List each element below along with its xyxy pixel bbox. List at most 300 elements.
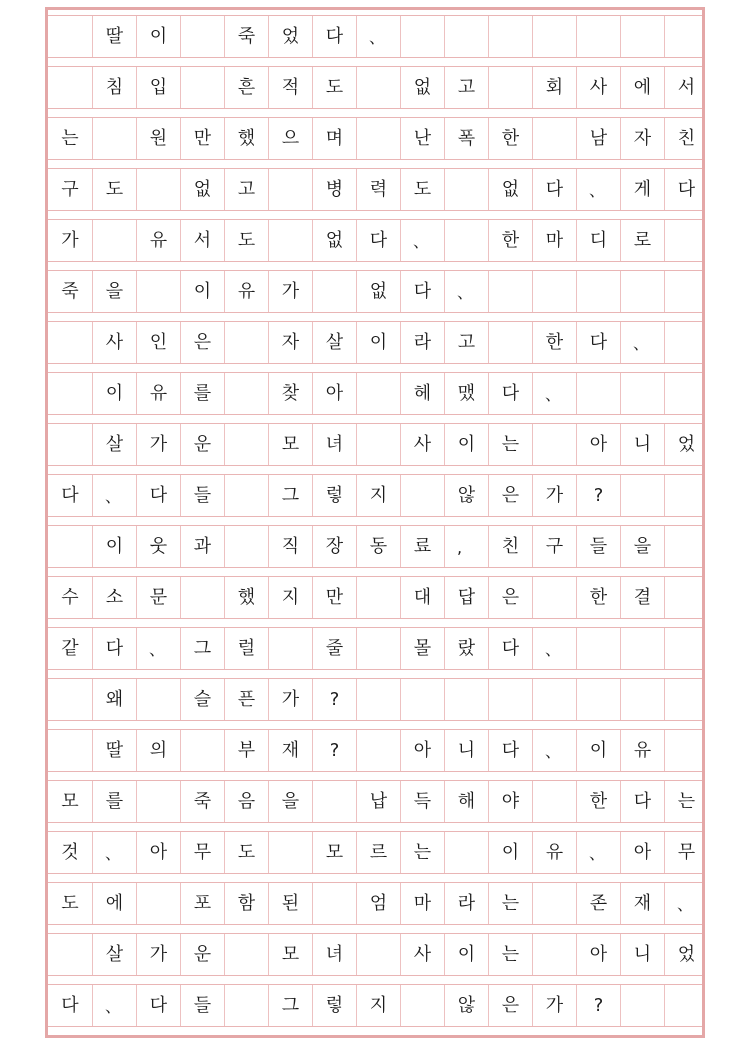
grid-cell bbox=[620, 985, 664, 1026]
grid-cell bbox=[92, 118, 136, 159]
manuscript-row bbox=[48, 66, 702, 109]
grid-cell bbox=[136, 679, 180, 720]
grid-cell: 유 bbox=[136, 373, 180, 414]
manuscript-row bbox=[48, 423, 702, 466]
grid-cell: 않 bbox=[444, 475, 488, 516]
grid-cell: 같 bbox=[61, 637, 79, 659]
grid-cell: 를 bbox=[180, 373, 224, 414]
grid-cell: 다 bbox=[620, 781, 664, 822]
grid-cell: 、 bbox=[620, 322, 664, 363]
grid-cell: 대 bbox=[400, 577, 444, 618]
grid-cell: 그 bbox=[180, 628, 224, 669]
grid-cell: 는 bbox=[488, 934, 532, 975]
grid-cell: 모 bbox=[268, 424, 312, 465]
grid-cell bbox=[48, 16, 92, 57]
grid-cell bbox=[268, 220, 312, 261]
grid-cell: 고 bbox=[224, 169, 268, 210]
grid-cell bbox=[268, 169, 312, 210]
grid-cell: 은 bbox=[488, 577, 532, 618]
grid-cell bbox=[532, 883, 576, 924]
manuscript-row bbox=[48, 882, 702, 925]
manuscript-row bbox=[48, 627, 702, 670]
grid-cell: 는 bbox=[488, 883, 532, 924]
grid-cell: 왜 bbox=[92, 679, 136, 720]
grid-cell: 서 bbox=[180, 220, 224, 261]
grid-cell: 、 bbox=[576, 832, 620, 873]
grid-cell: 살 bbox=[92, 934, 136, 975]
grid-cell: 력 bbox=[356, 169, 400, 210]
grid-cell bbox=[136, 883, 180, 924]
grid-cell bbox=[664, 679, 708, 720]
grid-cell: 을 bbox=[92, 271, 136, 312]
grid-cell: 야 bbox=[488, 781, 532, 822]
grid-cell: 부 bbox=[224, 730, 268, 771]
grid-cell: 로 bbox=[620, 220, 664, 261]
grid-cell: 만 bbox=[312, 577, 356, 618]
grid-cell: 도 bbox=[400, 169, 444, 210]
grid-cell: ? bbox=[576, 985, 620, 1026]
grid-cell bbox=[664, 628, 708, 669]
grid-cell: 니 bbox=[444, 730, 488, 771]
grid-cell: 장 bbox=[312, 526, 356, 567]
manuscript-paper bbox=[45, 7, 705, 1038]
grid-cell: 된 bbox=[268, 883, 312, 924]
grid-cell: 지 bbox=[356, 985, 400, 1026]
grid-cell bbox=[356, 730, 400, 771]
manuscript-row bbox=[48, 474, 702, 517]
grid-cell bbox=[576, 271, 620, 312]
grid-cell: 없 bbox=[356, 271, 400, 312]
grid-cell: 함 bbox=[224, 883, 268, 924]
grid-cell: 한 bbox=[576, 781, 620, 822]
grid-cell bbox=[444, 169, 488, 210]
grid-cell: 마 bbox=[532, 220, 576, 261]
grid-cell: 그 bbox=[268, 985, 312, 1026]
grid-cell bbox=[224, 373, 268, 414]
manuscript-row bbox=[48, 270, 702, 313]
grid-cell: 사 bbox=[576, 67, 620, 108]
grid-cell: ? bbox=[312, 730, 356, 771]
grid-cell: 죽 bbox=[224, 16, 268, 57]
grid-cell: 웃 bbox=[136, 526, 180, 567]
grid-cell: 직 bbox=[268, 526, 312, 567]
grid-cell: 가 bbox=[136, 934, 180, 975]
grid-cell: 원 bbox=[136, 118, 180, 159]
grid-cell bbox=[488, 271, 532, 312]
grid-cell: 유 bbox=[224, 271, 268, 312]
grid-cell bbox=[92, 220, 136, 261]
grid-cell: 랐 bbox=[444, 628, 488, 669]
grid-cell: 가 bbox=[61, 229, 79, 251]
grid-cell: 녀 bbox=[312, 424, 356, 465]
grid-cell bbox=[620, 475, 664, 516]
grid-cell: 는 bbox=[664, 781, 708, 822]
grid-cell bbox=[400, 679, 444, 720]
grid-cell: 결 bbox=[620, 577, 664, 618]
grid-cell bbox=[620, 679, 664, 720]
grid-cell: 아 bbox=[620, 832, 664, 873]
grid-cell: 다 bbox=[532, 169, 576, 210]
grid-cell: 다 bbox=[312, 16, 356, 57]
grid-cell: 、 bbox=[576, 169, 620, 210]
grid-cell: 다 bbox=[61, 484, 79, 506]
grid-cell: 찾 bbox=[268, 373, 312, 414]
grid-cell: 료 bbox=[400, 526, 444, 567]
grid-cell: 의 bbox=[136, 730, 180, 771]
grid-cell bbox=[664, 220, 708, 261]
grid-cell: ? bbox=[312, 679, 356, 720]
grid-cell: 、 bbox=[444, 271, 488, 312]
grid-cell: 도 bbox=[92, 169, 136, 210]
grid-cell: 이 bbox=[444, 424, 488, 465]
grid-cell bbox=[488, 67, 532, 108]
grid-cell: 었 bbox=[664, 424, 708, 465]
grid-cell: 딸 bbox=[92, 16, 136, 57]
grid-cell: 포 bbox=[180, 883, 224, 924]
grid-cell bbox=[312, 271, 356, 312]
grid-cell bbox=[664, 985, 708, 1026]
grid-cell bbox=[48, 526, 92, 567]
grid-cell bbox=[620, 628, 664, 669]
grid-cell: 했 bbox=[224, 577, 268, 618]
grid-cell bbox=[180, 577, 224, 618]
grid-cell: 렇 bbox=[312, 475, 356, 516]
grid-cell bbox=[532, 16, 576, 57]
grid-cell bbox=[532, 577, 576, 618]
grid-cell: 아 bbox=[312, 373, 356, 414]
grid-cell: 무 bbox=[180, 832, 224, 873]
grid-cell: 한 bbox=[488, 118, 532, 159]
grid-cell: 녀 bbox=[312, 934, 356, 975]
grid-cell: 니 bbox=[620, 934, 664, 975]
grid-cell: 다 bbox=[488, 730, 532, 771]
grid-cell bbox=[664, 577, 708, 618]
grid-cell: 을 bbox=[268, 781, 312, 822]
grid-cell: 폭 bbox=[444, 118, 488, 159]
grid-cell bbox=[488, 322, 532, 363]
grid-cell: 、 bbox=[92, 985, 136, 1026]
grid-cell: 유 bbox=[136, 220, 180, 261]
grid-cell: 아 bbox=[576, 424, 620, 465]
grid-cell: 사 bbox=[400, 934, 444, 975]
grid-cell: 난 bbox=[400, 118, 444, 159]
grid-cell: 르 bbox=[356, 832, 400, 873]
grid-cell: 、 bbox=[92, 832, 136, 873]
grid-cell bbox=[48, 934, 92, 975]
grid-cell: 、 bbox=[400, 220, 444, 261]
grid-cell bbox=[532, 934, 576, 975]
grid-cell: 다 bbox=[576, 322, 620, 363]
grid-cell: 다 bbox=[61, 994, 79, 1016]
grid-cell: 없 bbox=[488, 169, 532, 210]
grid-cell: 이 bbox=[92, 526, 136, 567]
grid-cell: 은 bbox=[488, 475, 532, 516]
manuscript-row bbox=[48, 525, 702, 568]
manuscript-row bbox=[48, 168, 702, 211]
grid-cell: , bbox=[444, 526, 488, 567]
grid-cell: 에 bbox=[620, 67, 664, 108]
grid-cell: 답 bbox=[444, 577, 488, 618]
grid-cell: 는 bbox=[61, 127, 79, 149]
grid-cell bbox=[444, 16, 488, 57]
grid-cell bbox=[48, 67, 92, 108]
manuscript-row bbox=[48, 15, 702, 58]
grid-cell bbox=[224, 985, 268, 1026]
grid-cell: 며 bbox=[312, 118, 356, 159]
grid-cell: 존 bbox=[576, 883, 620, 924]
grid-cell: 엄 bbox=[356, 883, 400, 924]
grid-cell bbox=[576, 628, 620, 669]
grid-cell bbox=[576, 679, 620, 720]
grid-cell bbox=[444, 832, 488, 873]
grid-cell bbox=[664, 271, 708, 312]
grid-cell: 、 bbox=[136, 628, 180, 669]
grid-cell bbox=[576, 16, 620, 57]
grid-cell bbox=[620, 271, 664, 312]
grid-cell: 소 bbox=[92, 577, 136, 618]
grid-cell bbox=[180, 730, 224, 771]
grid-cell bbox=[400, 475, 444, 516]
grid-cell: 인 bbox=[136, 322, 180, 363]
grid-cell bbox=[136, 781, 180, 822]
grid-cell: 모 bbox=[268, 934, 312, 975]
grid-cell bbox=[48, 322, 92, 363]
grid-cell bbox=[312, 781, 356, 822]
grid-cell: 에 bbox=[92, 883, 136, 924]
manuscript-row bbox=[48, 219, 702, 262]
grid-cell: 입 bbox=[136, 67, 180, 108]
grid-cell: 다 bbox=[664, 169, 708, 210]
grid-cell: 죽 bbox=[180, 781, 224, 822]
grid-cell bbox=[356, 118, 400, 159]
grid-cell: 、 bbox=[532, 628, 576, 669]
grid-cell: 는 bbox=[400, 832, 444, 873]
grid-cell: 남 bbox=[576, 118, 620, 159]
grid-cell bbox=[664, 730, 708, 771]
grid-cell: 사 bbox=[400, 424, 444, 465]
grid-cell: 다 bbox=[488, 373, 532, 414]
grid-cell: 해 bbox=[444, 781, 488, 822]
grid-cell bbox=[268, 832, 312, 873]
grid-cell: 살 bbox=[92, 424, 136, 465]
grid-cell bbox=[224, 934, 268, 975]
grid-cell: 다 bbox=[136, 475, 180, 516]
grid-cell bbox=[488, 679, 532, 720]
grid-cell: 이 bbox=[136, 16, 180, 57]
grid-cell: 들 bbox=[180, 475, 224, 516]
grid-cell: 것 bbox=[61, 841, 79, 863]
grid-cell: 수 bbox=[61, 586, 79, 608]
grid-cell: 라 bbox=[400, 322, 444, 363]
grid-cell: 유 bbox=[620, 730, 664, 771]
grid-cell: 음 bbox=[224, 781, 268, 822]
manuscript-row bbox=[48, 321, 702, 364]
grid-cell bbox=[400, 985, 444, 1026]
grid-cell: 운 bbox=[180, 424, 224, 465]
grid-cell bbox=[532, 424, 576, 465]
grid-cell bbox=[356, 424, 400, 465]
grid-cell: 맸 bbox=[444, 373, 488, 414]
grid-cell bbox=[48, 730, 92, 771]
grid-cell: 침 bbox=[92, 67, 136, 108]
grid-cell: 、 bbox=[532, 373, 576, 414]
grid-cell bbox=[400, 16, 444, 57]
grid-cell: 이 bbox=[92, 373, 136, 414]
grid-cell bbox=[532, 271, 576, 312]
grid-cell: 은 bbox=[488, 985, 532, 1026]
grid-cell: 가 bbox=[532, 985, 576, 1026]
grid-cell: 적 bbox=[268, 67, 312, 108]
grid-cell: 을 bbox=[620, 526, 664, 567]
grid-cell: 은 bbox=[180, 322, 224, 363]
grid-cell: 납 bbox=[356, 781, 400, 822]
grid-cell: 회 bbox=[532, 67, 576, 108]
grid-cell bbox=[488, 16, 532, 57]
grid-cell: 가 bbox=[268, 271, 312, 312]
grid-cell bbox=[664, 322, 708, 363]
grid-cell bbox=[664, 526, 708, 567]
grid-cell: 운 bbox=[180, 934, 224, 975]
manuscript-row bbox=[48, 372, 702, 415]
grid-cell: 만 bbox=[180, 118, 224, 159]
grid-cell: 않 bbox=[444, 985, 488, 1026]
grid-cell bbox=[224, 475, 268, 516]
manuscript-row bbox=[48, 678, 702, 721]
grid-cell: 없 bbox=[400, 67, 444, 108]
grid-cell bbox=[312, 883, 356, 924]
grid-cell: 었 bbox=[664, 934, 708, 975]
grid-cell bbox=[620, 16, 664, 57]
manuscript-row bbox=[48, 117, 702, 160]
grid-cell: 자 bbox=[268, 322, 312, 363]
manuscript-row bbox=[48, 576, 702, 619]
grid-cell: 도 bbox=[312, 67, 356, 108]
grid-cell bbox=[664, 16, 708, 57]
grid-cell: 、 bbox=[92, 475, 136, 516]
grid-cell: 살 bbox=[312, 322, 356, 363]
grid-cell bbox=[532, 118, 576, 159]
grid-cell: 했 bbox=[224, 118, 268, 159]
grid-cell bbox=[224, 322, 268, 363]
grid-cell: 라 bbox=[444, 883, 488, 924]
grid-cell: 이 bbox=[444, 934, 488, 975]
grid-cell: 서 bbox=[664, 67, 708, 108]
grid-cell: 무 bbox=[664, 832, 708, 873]
grid-cell: 이 bbox=[356, 322, 400, 363]
grid-cell: 、 bbox=[532, 730, 576, 771]
grid-cell: 를 bbox=[92, 781, 136, 822]
grid-cell bbox=[532, 679, 576, 720]
grid-cell: 없 bbox=[312, 220, 356, 261]
grid-cell: 다 bbox=[136, 985, 180, 1026]
manuscript-row bbox=[48, 984, 702, 1027]
grid-cell: 죽 bbox=[61, 280, 79, 302]
grid-cell bbox=[664, 373, 708, 414]
grid-cell: 모 bbox=[312, 832, 356, 873]
grid-cell: 모 bbox=[61, 790, 79, 812]
grid-cell: 몰 bbox=[400, 628, 444, 669]
grid-cell: 도 bbox=[224, 220, 268, 261]
grid-cell: 도 bbox=[224, 832, 268, 873]
grid-cell: 문 bbox=[136, 577, 180, 618]
grid-cell: 없 bbox=[180, 169, 224, 210]
grid-cell bbox=[180, 67, 224, 108]
grid-cell: 유 bbox=[532, 832, 576, 873]
grid-cell: 한 bbox=[532, 322, 576, 363]
grid-cell: 가 bbox=[268, 679, 312, 720]
grid-cell: 슬 bbox=[180, 679, 224, 720]
grid-cell: 아 bbox=[136, 832, 180, 873]
grid-cell: 자 bbox=[620, 118, 664, 159]
grid-cell bbox=[356, 934, 400, 975]
grid-cell: 그 bbox=[268, 475, 312, 516]
grid-cell: 、 bbox=[356, 16, 400, 57]
grid-cell: 들 bbox=[180, 985, 224, 1026]
grid-cell bbox=[576, 373, 620, 414]
grid-cell: 동 bbox=[356, 526, 400, 567]
grid-cell: 헤 bbox=[400, 373, 444, 414]
grid-cell: 고 bbox=[444, 322, 488, 363]
grid-cell bbox=[664, 475, 708, 516]
grid-cell: 한 bbox=[488, 220, 532, 261]
grid-cell: 득 bbox=[400, 781, 444, 822]
manuscript-row bbox=[48, 780, 702, 823]
grid-cell bbox=[444, 679, 488, 720]
grid-cell: 마 bbox=[400, 883, 444, 924]
grid-cell bbox=[444, 220, 488, 261]
grid-cell: 지 bbox=[268, 577, 312, 618]
grid-cell: ? bbox=[576, 475, 620, 516]
grid-cell: 다 bbox=[92, 628, 136, 669]
grid-cell: 딸 bbox=[92, 730, 136, 771]
grid-cell bbox=[356, 373, 400, 414]
grid-cell bbox=[48, 424, 92, 465]
grid-cell: 도 bbox=[61, 892, 79, 914]
grid-cell: 재 bbox=[620, 883, 664, 924]
grid-cell bbox=[224, 424, 268, 465]
grid-cell: 구 bbox=[61, 178, 79, 200]
grid-cell bbox=[356, 67, 400, 108]
manuscript-row bbox=[48, 729, 702, 772]
grid-cell: 니 bbox=[620, 424, 664, 465]
grid-cell bbox=[356, 679, 400, 720]
grid-cell: 다 bbox=[400, 271, 444, 312]
grid-cell: 친 bbox=[488, 526, 532, 567]
grid-cell: 디 bbox=[576, 220, 620, 261]
grid-cell: 었 bbox=[268, 16, 312, 57]
grid-cell: 아 bbox=[576, 934, 620, 975]
grid-cell: 가 bbox=[532, 475, 576, 516]
grid-cell bbox=[136, 169, 180, 210]
grid-cell: 구 bbox=[532, 526, 576, 567]
grid-cell: 병 bbox=[312, 169, 356, 210]
grid-cell: 다 bbox=[356, 220, 400, 261]
grid-cell bbox=[620, 373, 664, 414]
grid-cell: 이 bbox=[488, 832, 532, 873]
grid-cell: 흔 bbox=[224, 67, 268, 108]
grid-cell: 아 bbox=[400, 730, 444, 771]
grid-cell: 가 bbox=[136, 424, 180, 465]
grid-cell bbox=[356, 577, 400, 618]
grid-cell: 줄 bbox=[312, 628, 356, 669]
grid-cell: 들 bbox=[576, 526, 620, 567]
grid-cell: 는 bbox=[488, 424, 532, 465]
grid-cell: 픈 bbox=[224, 679, 268, 720]
grid-cell bbox=[268, 628, 312, 669]
grid-cell: 지 bbox=[356, 475, 400, 516]
grid-cell bbox=[180, 16, 224, 57]
grid-cell: 이 bbox=[576, 730, 620, 771]
